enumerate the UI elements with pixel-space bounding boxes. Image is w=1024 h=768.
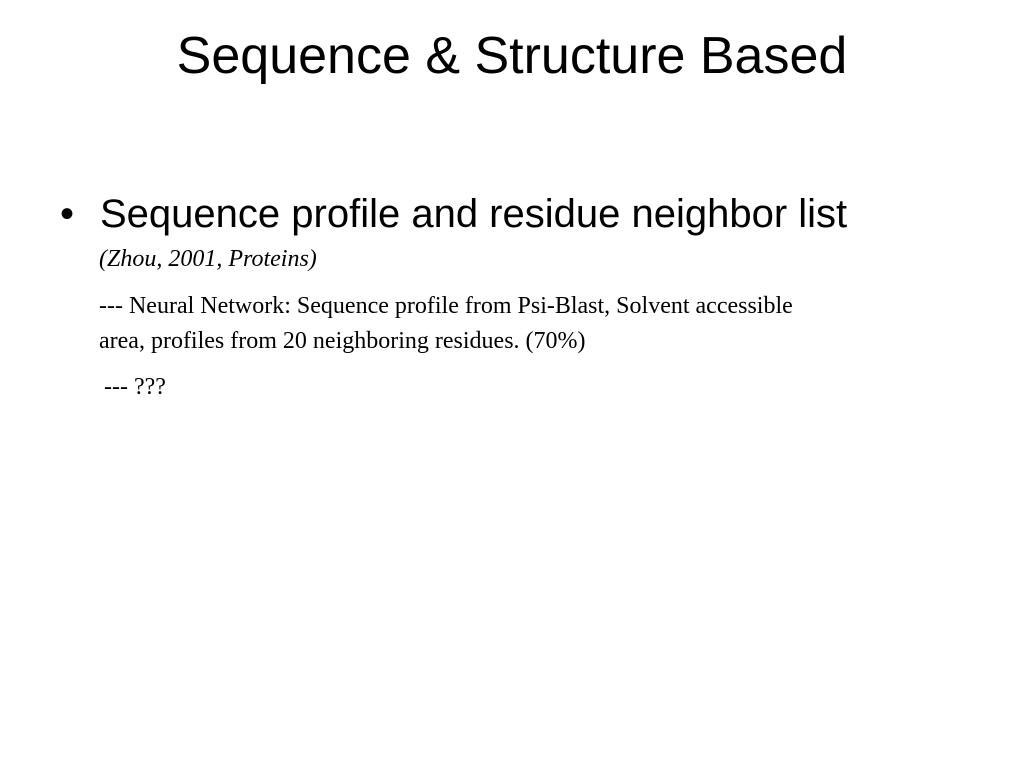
- detail-paragraph: [99, 289, 979, 359]
- detail-line: --- Neural Network: Sequence profile from Psi-Blast, Solvent accessible: [99, 293, 793, 319]
- bullet-text: Sequence profile and residue neighbor list: [100, 192, 848, 236]
- question-line: --- ???: [104, 374, 166, 400]
- bullet-marker: •: [60, 192, 75, 236]
- slide-title: Sequence & Structure Based: [176, 27, 848, 85]
- detail-line: area, profiles from 20 neighboring residues. (70%): [99, 328, 586, 354]
- citation: (Zhou, 2001, Proteins): [99, 246, 317, 272]
